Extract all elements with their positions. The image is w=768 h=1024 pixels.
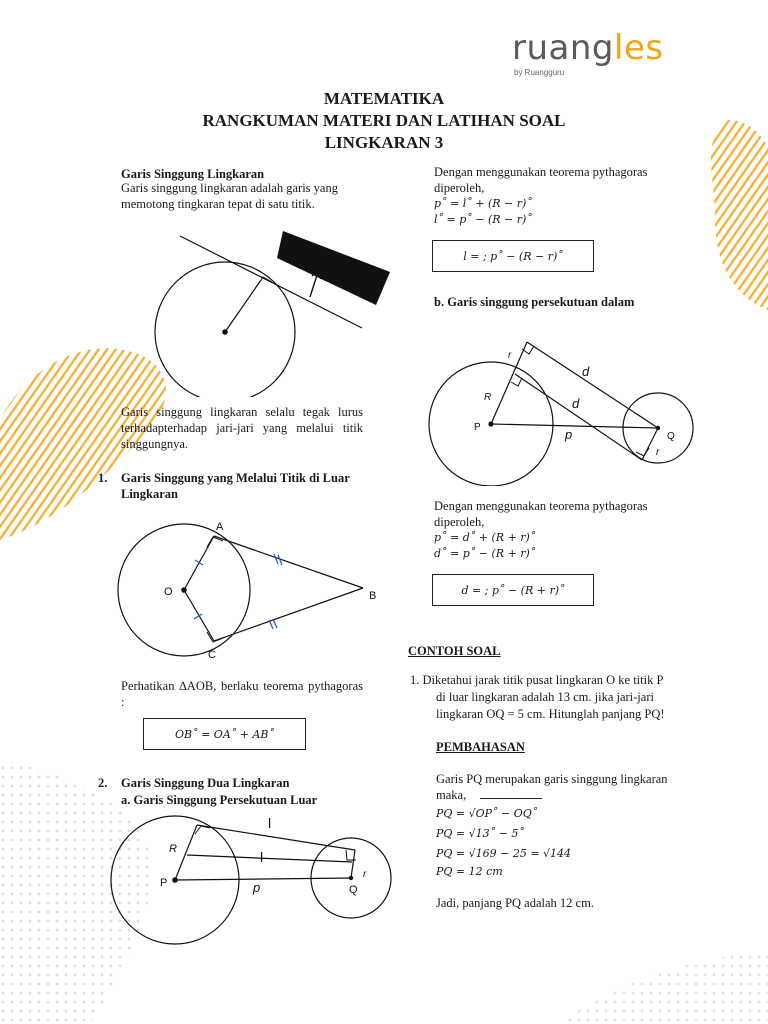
tangent-top bbox=[527, 342, 658, 428]
pythagoras-intro-1-line-2: diperoleh, bbox=[434, 181, 485, 195]
section-2-number: 2. bbox=[98, 776, 108, 790]
logo-text-right: les bbox=[614, 28, 664, 68]
internal-common-tangent-figure bbox=[422, 338, 708, 486]
page-title-topic: LINGKARAN 3 bbox=[324, 133, 444, 152]
label-p-length: p bbox=[565, 427, 573, 442]
section-2-title: Garis Singgung Dua Lingkaran bbox=[121, 776, 290, 790]
common-tangent bbox=[197, 825, 355, 850]
radius-small bbox=[351, 850, 355, 878]
label-c: C bbox=[208, 649, 216, 661]
conclusion-text: Jadi, panjang PQ adalah 12 cm. bbox=[436, 896, 594, 910]
page-title-subject: MATEMATIKA bbox=[323, 89, 445, 108]
external-tangent-figure bbox=[110, 515, 385, 665]
solution-line-2: maka, bbox=[436, 788, 467, 802]
logo-text-left: ruang bbox=[512, 28, 614, 68]
section-1-title-line-2: Lingkaran bbox=[121, 487, 178, 501]
equation-2: l˚ = p˚ − (R − r)˚ bbox=[434, 213, 532, 226]
dot-pattern-right bbox=[560, 950, 768, 1024]
label-r-big: R bbox=[169, 843, 177, 855]
tegak-lurus-text: Garis singgung lingkaran selalu tegak lurus terhadapterhadap jari-jari yang melalui titik singgungnya. bbox=[121, 405, 363, 451]
label-q-point: Q bbox=[349, 884, 358, 896]
center-point bbox=[222, 329, 228, 335]
solution-equation-1: PQ = √OP˚ − OQ˚ bbox=[436, 807, 538, 820]
label-p-point: P bbox=[474, 422, 481, 433]
label-b: B bbox=[369, 590, 377, 602]
arrow-shaft bbox=[310, 272, 318, 297]
external-common-tangent-figure bbox=[105, 810, 395, 960]
page-title-main: RANGKUMAN MATERI DAN LATIHAN SOAL bbox=[202, 111, 566, 130]
perhatikan-text: Perhatikan ∆AOB, berlaku teorema pythagoras : bbox=[121, 679, 363, 709]
distance-pq bbox=[175, 878, 351, 880]
label-p-point: P bbox=[160, 877, 168, 889]
right-angle-mid bbox=[511, 378, 522, 386]
label-d-top: d bbox=[582, 364, 590, 379]
contoh-soal-heading: CONTOH SOAL bbox=[408, 644, 501, 658]
question-1-line-1: 1. Diketahui jarak titik pusat lingkaran O ke titik P bbox=[410, 673, 664, 687]
radius-big bbox=[175, 825, 197, 880]
tangent-inner bbox=[515, 374, 642, 460]
intro-line-1: Garis singgung lingkaran adalah garis yang bbox=[121, 181, 338, 195]
label-o: O bbox=[164, 586, 173, 598]
equation-4: d˚ = p˚ − (R + r)˚ bbox=[434, 547, 536, 560]
section-2b-title: b. Garis singgung persekutuan dalam bbox=[434, 295, 635, 309]
logo-subtitle: by Ruangguru bbox=[514, 68, 565, 77]
tangent-cb bbox=[214, 588, 363, 641]
distance-pq bbox=[491, 424, 658, 428]
tick-oa bbox=[195, 560, 203, 565]
solution-equation-2: PQ = √13˚ − 5˚ bbox=[436, 827, 524, 840]
right-angle-big bbox=[195, 826, 210, 834]
ruangles-logo bbox=[512, 28, 664, 68]
right-angle-top bbox=[522, 346, 534, 354]
label-q-point: Q bbox=[667, 431, 675, 442]
label-r-bottom: r bbox=[656, 447, 660, 458]
pythagoras-intro-2-line-1: Dengan menggunakan teorema pythagoras bbox=[434, 499, 648, 513]
tick-ab-1 bbox=[274, 554, 278, 564]
tick-cb-2 bbox=[273, 619, 277, 628]
pembahasan-heading: PEMBAHASAN bbox=[436, 740, 525, 754]
equation-1: p˚ = l˚ + (R − r)˚ bbox=[434, 197, 532, 210]
label-d-inner: d bbox=[572, 396, 580, 411]
pythagoras-intro-1-line-1: Dengan menggunakan teorema pythagoras bbox=[434, 165, 648, 179]
parallel-segment bbox=[187, 855, 352, 862]
solution-equation-4: PQ = 12 cm bbox=[436, 865, 503, 878]
label-r-top: r bbox=[508, 350, 512, 361]
formula-box-d: d = ; p˚ − (R + r)˚ bbox=[432, 574, 594, 606]
section-2a-title: a. Garis Singgung Persekutuan Luar bbox=[121, 793, 318, 807]
question-1-line-3: lingkaran OQ = 5 cm. Hitunglah panjang PQ! bbox=[436, 707, 665, 721]
label-l-mid: l bbox=[260, 849, 264, 865]
intro-heading: Garis Singgung Lingkaran bbox=[121, 167, 265, 181]
tangent-line-figure bbox=[150, 222, 400, 397]
section-1-number: 1. bbox=[98, 471, 108, 485]
formula-box-ob: OB˚ = OA˚ + AB˚ bbox=[143, 718, 306, 750]
solution-line-1: Garis PQ merupakan garis singgung lingkaran bbox=[436, 772, 668, 786]
label-l-top: l bbox=[268, 815, 272, 831]
intro-line-2: memotong tingkaran tepat di satu titik. bbox=[121, 197, 315, 211]
solution-equation-3: PQ = √169 − 25 = √144 bbox=[436, 847, 572, 860]
label-r-small: r bbox=[363, 869, 367, 880]
pythagoras-intro-2-line-2: diperoleh, bbox=[434, 515, 485, 529]
tangent-ab bbox=[214, 536, 363, 588]
label-a: A bbox=[216, 521, 224, 533]
equation-3: p˚ = d˚ + (R + r)˚ bbox=[434, 531, 536, 544]
formula-box-l: l = ; p˚ − (R − r)˚ bbox=[432, 240, 594, 272]
label-p-length: p bbox=[253, 880, 261, 895]
question-1-line-2: di luar lingkaran adalah 13 cm. jika jari-jari bbox=[436, 690, 654, 704]
section-1-title-line-1: Garis Singgung yang Melalui Titik di Luar bbox=[121, 471, 350, 485]
label-r-big: R bbox=[484, 392, 492, 403]
radius-line bbox=[225, 280, 261, 332]
radical-overline bbox=[480, 798, 542, 799]
